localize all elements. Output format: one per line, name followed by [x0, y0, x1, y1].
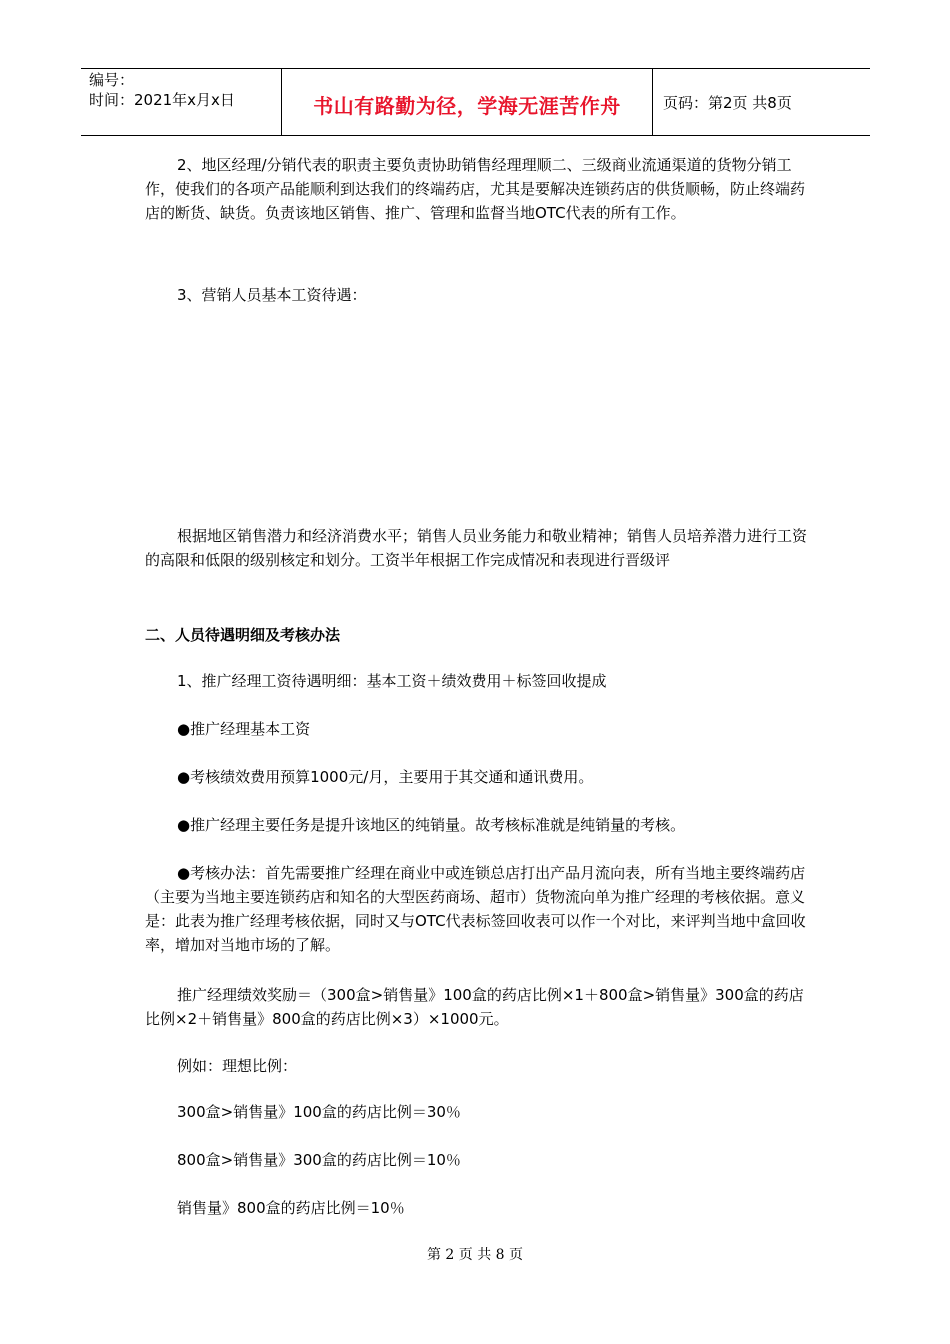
paragraph-performance-formula: 推广经理绩效奖励＝（300盒>销售量》100盒的药店比例×1＋800盒>销售量》300盒的药店比例×2＋销售量》800盒的药店比例×3）×1000元。 [145, 986, 804, 1028]
paragraph-regional-manager-duties: 2、地区经理/分销代表的职责主要负责协助销售经理理顺二、三级商业流通渠道的货物分销工作，使我们的各项产品能顺利到达我们的终端药店，尤其是要解决连锁药店的供货顺畅，防止终端药店的断货、缺货。负责该地区销售、推广、管理和监督当地OTC代表的所有工作。 [145, 156, 806, 222]
section-heading-treatment-assessment: 二、人员待遇明细及考核办法 [145, 626, 341, 644]
paragraph-example-intro: 例如：理想比例： [177, 1057, 298, 1075]
bullet-basic-salary: ●推广经理基本工资 [177, 720, 311, 738]
document-date: 时间：2021年x月x日 [89, 91, 235, 109]
bullet-assessment-method: ●考核办法：首先需要推广经理在商业中或连锁总店打出产品月流向表，所有当地主要终端药店（主要为当地主要连锁药店和知名的大型医药商场、超市）货物流向单为推广经理的考核依据。意义是：此表为推广经理考核依据，同时又与OTC代表标签回收表可以作一个对比，来评判当地中盒回收率，增加对当地市场的了解。 [145, 864, 806, 954]
ratio-line-2: 800盒>销售量》300盒的药店比例＝10％ [177, 1151, 461, 1169]
header-page-info: 页码：第2页 共8页 [663, 93, 792, 112]
document-number-label: 编号： [89, 71, 135, 89]
ratio-line-3: 销售量》800盒的药店比例＝10％ [177, 1199, 405, 1217]
document-header [81, 68, 870, 136]
ratio-line-1: 300盒>销售量》100盒的药店比例＝30％ [177, 1103, 461, 1121]
paragraph-promotion-manager-pay: 1、推广经理工资待遇明细：基本工资＋绩效费用＋标签回收提成 [177, 672, 607, 690]
bullet-performance-budget: ●考核绩效费用预算1000元/月，主要用于其交通和通讯费用。 [177, 768, 594, 786]
bullet-main-task: ●推广经理主要任务是提升该地区的纯销量。故考核标准就是纯销量的考核。 [177, 816, 686, 834]
header-meta [81, 69, 282, 135]
paragraph-salary-basis: 根据地区销售潜力和经济消费水平；销售人员业务能力和敬业精神；销售人员培养潜力进行工资的高限和低限的级别核定和划分。工资半年根据工作完成情况和表现进行晋级评 [145, 527, 808, 569]
page-footer: 第 2 页 共 8 页 [426, 1247, 524, 1263]
header-motto: 书山有路勤为径，学海无涯苦作舟 [282, 69, 653, 135]
paragraph-salary-heading: 3、营销人员基本工资待遇： [177, 286, 367, 304]
